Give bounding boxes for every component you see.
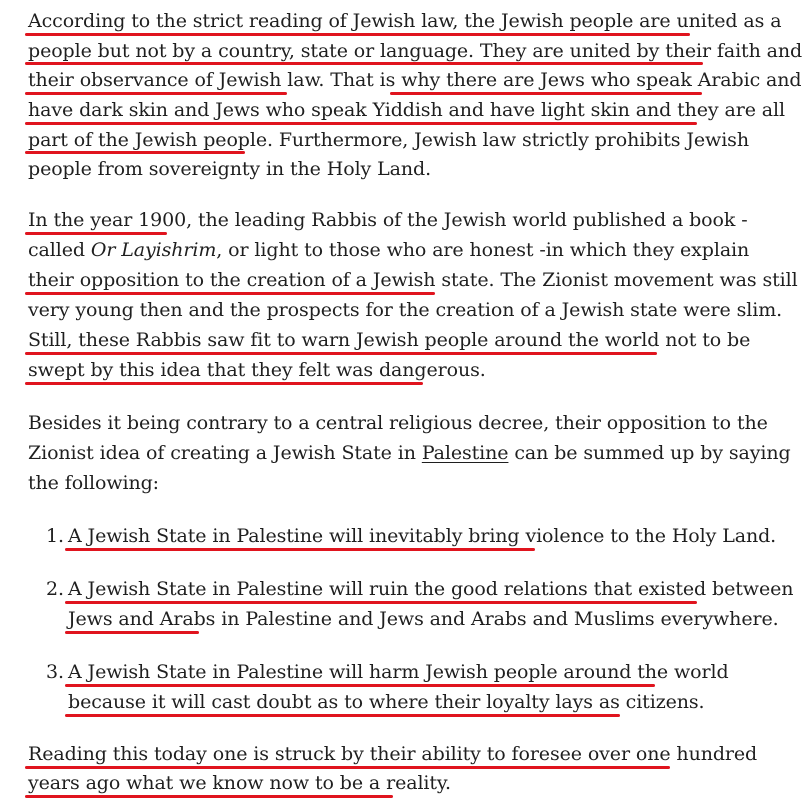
red-underline (25, 292, 435, 295)
paragraph-2-line-5: Still, these Rabbis saw fit to warn Jewish people around the world not to be (28, 329, 751, 351)
closing-line-2: years ago what we know now to be a reality. (28, 772, 451, 794)
paragraph-1-line-4: have dark skin and Jews who speak Yiddish and have light skin and they are all (28, 99, 785, 121)
list-item-1-line-1: A Jewish State in Palestine will inevitably bring violence to the Holy Land. (68, 525, 777, 547)
paragraph-1-line-3: their observance of Jewish law. That is why there are Jews who speak Arabic and (28, 69, 802, 91)
book-title: Or Layishrim (90, 239, 217, 261)
list-item-3-line-1: A Jewish State in Palestine will harm Jewish people around the world (68, 661, 729, 683)
red-underline (25, 62, 703, 65)
list-item-2-number: 2. (46, 578, 64, 600)
paragraph-2-line-1: In the year 1900, the leading Rabbis of the Jewish world published a book - (28, 209, 748, 231)
red-underline (65, 601, 697, 604)
paragraph-2-line-4: very young then and the prospects for the creation of a Jewish state were slim. (28, 299, 783, 321)
paragraph-2-line-2-end: , or light to those who are honest -in which they explain (216, 239, 750, 261)
paragraph-1-line-6: people from sovereignty in the Holy Land. (28, 158, 432, 180)
list-item-2-line-2: Jews and Arabs in Palestine and Jews and Arabs and Muslims everywhere. (68, 608, 779, 630)
paragraph-2-line-2 (28, 240, 749, 260)
palestine-link[interactable]: Palestine (421, 442, 509, 464)
paragraph-2-line-6: swept by this idea that they felt was dangerous. (28, 359, 486, 381)
paragraph-3-line-2 (28, 443, 791, 463)
list-item-3-line-2: because it will cast doubt as to where their loyalty lays as citizens. (68, 691, 705, 713)
red-underline (25, 33, 690, 36)
list-item-2-line-1: A Jewish State in Palestine will ruin the good relations that existed between (68, 578, 794, 600)
red-underline (25, 122, 697, 125)
red-underline (25, 92, 287, 95)
red-underline (65, 548, 535, 551)
red-underline (25, 232, 167, 235)
paragraph-3-line-2-end: can be summed up by saying (508, 442, 791, 464)
list-item-1-number: 1. (46, 525, 64, 547)
list-item-3-number: 3. (46, 661, 64, 683)
red-underline (25, 352, 657, 355)
red-underline (25, 766, 670, 769)
paragraph-3-line-1: Besides it being contrary to a central religious decree, their opposition to the (28, 412, 768, 434)
paragraph-1-line-1: According to the strict reading of Jewish law, the Jewish people are united as a (28, 10, 782, 32)
paragraph-1-line-2: people but not by a country, state or language. They are united by their faith and (28, 40, 802, 62)
red-underline (65, 631, 199, 634)
red-underline (390, 92, 702, 95)
paragraph-3-line-3: the following: (28, 472, 159, 494)
red-underline (25, 795, 393, 798)
red-underline (25, 151, 245, 154)
red-underline (65, 714, 620, 717)
paragraph-1-line-5: part of the Jewish people. Furthermore, Jewish law strictly prohibits Jewish (28, 129, 749, 151)
red-underline (65, 684, 655, 687)
paragraph-3-line-2-start: Zionist idea of creating a Jewish State in (28, 442, 422, 464)
paragraph-2-line-2-start: called (28, 239, 91, 261)
closing-line-1: Reading this today one is struck by their ability to foresee over one hundred (28, 743, 758, 765)
red-underline (25, 382, 423, 385)
paragraph-2-line-3: their opposition to the creation of a Jewish state. The Zionist movement was still (28, 269, 798, 291)
